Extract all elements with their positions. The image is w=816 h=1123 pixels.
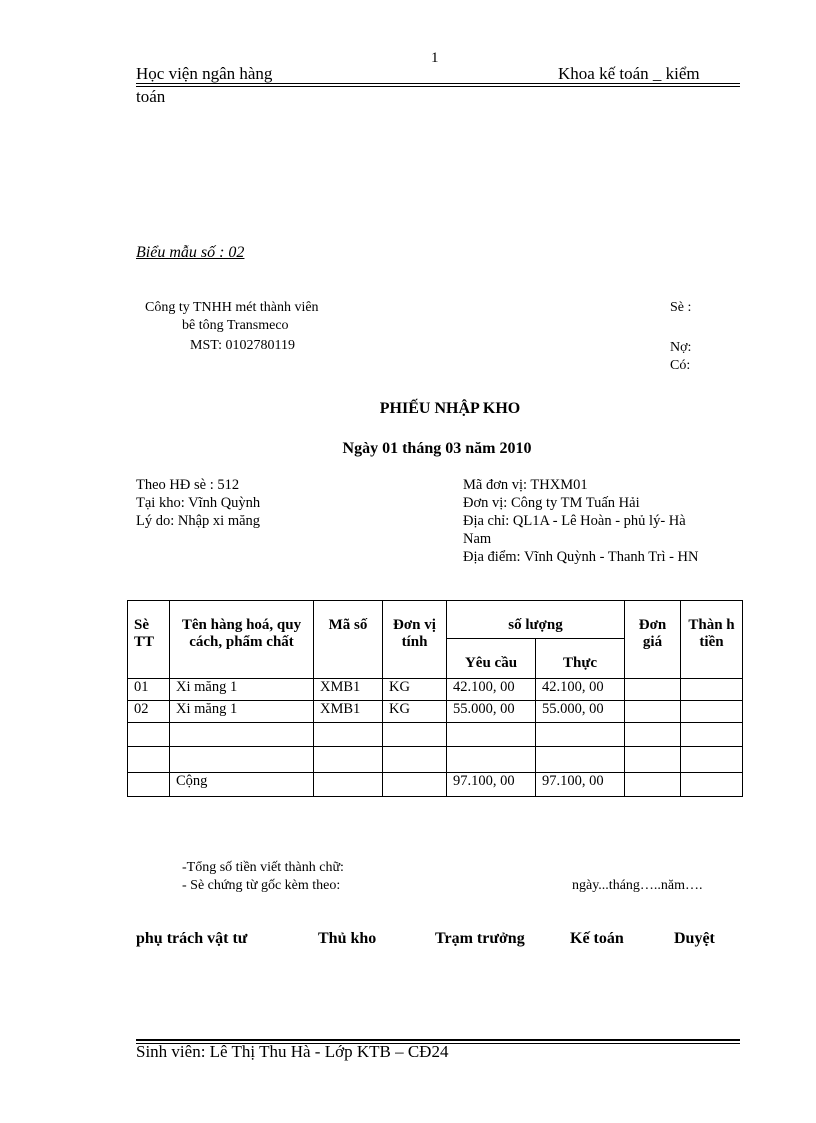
cell-code bbox=[314, 747, 383, 773]
cell-amount bbox=[681, 701, 743, 723]
col-header-unit: Đơn vị tính bbox=[383, 601, 447, 679]
cell-requested bbox=[447, 747, 536, 773]
total-in-words: -Tổng số tiền viết thành chữ: bbox=[182, 860, 344, 875]
cell-code: XMB1 bbox=[314, 679, 383, 701]
cell-actual: 55.000, 00 bbox=[536, 701, 625, 723]
table-header-row bbox=[128, 601, 743, 639]
cell-name bbox=[170, 747, 314, 773]
reason: Lý do: Nhập xi măng bbox=[136, 513, 261, 529]
cell-unit bbox=[383, 723, 447, 747]
supplier-unit: Đơn vị: Công ty TM Tuấn Hải bbox=[463, 495, 640, 511]
cell-price bbox=[625, 679, 681, 701]
cell-name: Xi măng 1 bbox=[170, 679, 314, 701]
cell-price bbox=[625, 773, 681, 797]
voucher-number: Sè : bbox=[670, 300, 692, 315]
cell-name: Cộng bbox=[170, 773, 314, 797]
cell-stt bbox=[128, 723, 170, 747]
table-total-row bbox=[128, 773, 743, 797]
supplier-address-wrap: Nam bbox=[463, 531, 492, 547]
header-rule-double bbox=[136, 86, 740, 87]
header-rule bbox=[136, 83, 740, 84]
col-header-amount: Thàn h tiền bbox=[681, 601, 743, 679]
footer-rule bbox=[136, 1039, 740, 1041]
cell-requested: 97.100, 00 bbox=[447, 773, 536, 797]
table-row bbox=[128, 747, 743, 773]
credit-label: Có: bbox=[670, 358, 691, 373]
cell-amount bbox=[681, 723, 743, 747]
table-row bbox=[128, 723, 743, 747]
col-header-stt: Sè TT bbox=[128, 601, 170, 679]
signature-storekeeper: Thủ kho bbox=[318, 930, 377, 947]
form-number: Biểu mẫu số : 02 bbox=[136, 244, 245, 261]
delivery-location: Địa điểm: Vĩnh Quỳnh - Thanh Trì - HN bbox=[463, 549, 699, 565]
signature-supplies: phụ trách vật tư bbox=[136, 930, 248, 947]
cell-stt bbox=[128, 773, 170, 797]
attached-documents: - Sè chứng từ gốc kèm theo: bbox=[182, 878, 341, 893]
col-header-name: Tên hàng hoá, quy cách, phẩm chất bbox=[170, 601, 314, 679]
company-name-line2: bê tông Transmeco bbox=[182, 318, 289, 333]
student-info: Sinh viên: Lê Thị Thu Hà - Lớp KTB – CĐ24 bbox=[136, 1042, 449, 1061]
cell-requested bbox=[447, 723, 536, 747]
cell-unit: KG bbox=[383, 679, 447, 701]
cell-requested: 42.100, 00 bbox=[447, 679, 536, 701]
col-header-actual: Thực bbox=[536, 639, 625, 679]
document-date: Ngày 01 tháng 03 năm 2010 bbox=[342, 440, 532, 457]
cell-stt: 02 bbox=[128, 701, 170, 723]
cell-code: XMB1 bbox=[314, 701, 383, 723]
contract-number: Theo HĐ sè : 512 bbox=[136, 477, 240, 493]
table-row bbox=[128, 679, 743, 701]
header-department-wrap: toán bbox=[136, 87, 166, 106]
document-title: PHIẾU NHẬP KHO bbox=[379, 400, 521, 417]
cell-unit bbox=[383, 773, 447, 797]
signature-approval: Duyệt bbox=[674, 930, 715, 947]
cell-amount bbox=[681, 679, 743, 701]
cell-stt: 01 bbox=[128, 679, 170, 701]
cell-requested: 55.000, 00 bbox=[447, 701, 536, 723]
company-tax-code: MST: 0102780119 bbox=[190, 338, 295, 353]
col-header-quantity: số lượng bbox=[447, 601, 625, 639]
cell-amount bbox=[681, 747, 743, 773]
cell-name bbox=[170, 723, 314, 747]
goods-table bbox=[127, 600, 743, 797]
cell-code bbox=[314, 723, 383, 747]
company-name: Công ty TNHH mét thành viên bbox=[145, 300, 319, 315]
cell-actual bbox=[536, 723, 625, 747]
warehouse: Tại kho: Vĩnh Quỳnh bbox=[136, 495, 261, 511]
cell-unit: KG bbox=[383, 701, 447, 723]
signature-station-head: Trạm trưởng bbox=[435, 930, 525, 947]
col-header-requested: Yêu cầu bbox=[447, 639, 536, 679]
cell-name: Xi măng 1 bbox=[170, 701, 314, 723]
header-institution: Học viện ngân hàng bbox=[136, 64, 273, 83]
table-row bbox=[128, 701, 743, 723]
unit-code: Mã đơn vị: THXM01 bbox=[463, 477, 588, 493]
cell-actual bbox=[536, 747, 625, 773]
cell-actual: 42.100, 00 bbox=[536, 679, 625, 701]
cell-unit bbox=[383, 747, 447, 773]
debit-label: Nợ: bbox=[670, 340, 692, 355]
cell-price bbox=[625, 747, 681, 773]
signature-accountant: Kế toán bbox=[570, 930, 624, 947]
date-line: ngày...tháng…..năm…. bbox=[572, 878, 703, 893]
cell-amount bbox=[681, 773, 743, 797]
cell-code bbox=[314, 773, 383, 797]
cell-actual: 97.100, 00 bbox=[536, 773, 625, 797]
col-header-code: Mã số bbox=[314, 601, 383, 679]
cell-stt bbox=[128, 747, 170, 773]
supplier-address: Địa chỉ: QL1A - Lê Hoàn - phủ lý- Hà bbox=[463, 513, 686, 529]
cell-price bbox=[625, 723, 681, 747]
header-department: Khoa kế toán _ kiểm bbox=[558, 64, 700, 83]
cell-price bbox=[625, 701, 681, 723]
page-number: 1 bbox=[431, 50, 439, 66]
col-header-price: Đơn giá bbox=[625, 601, 681, 679]
